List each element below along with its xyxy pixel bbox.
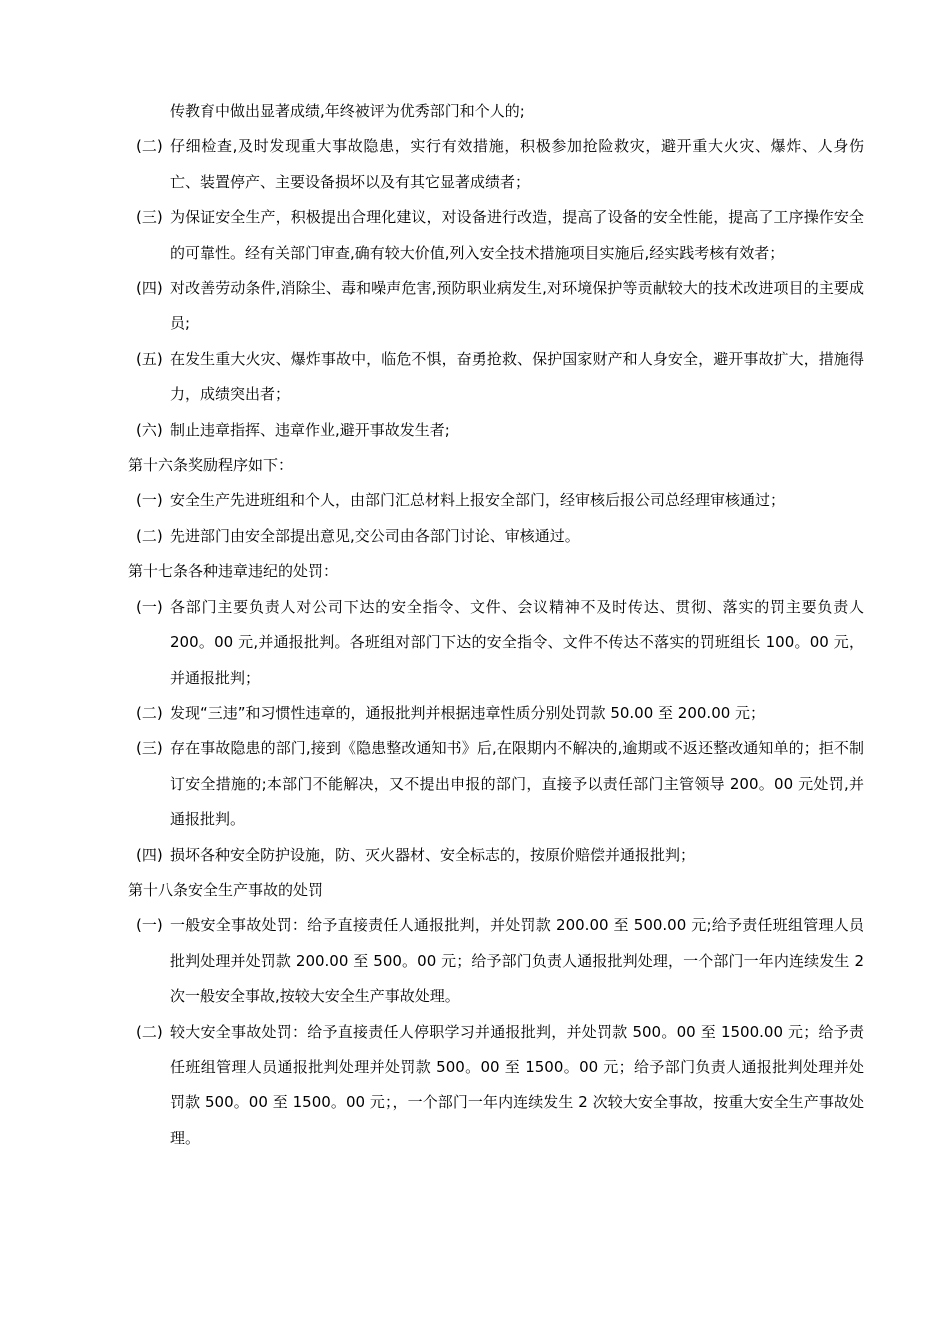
article-heading: 第十六条奖励程序如下：	[128, 456, 294, 475]
article-heading: 第十七条各种违章违纪的处罚：	[128, 562, 339, 581]
list-item	[128, 838, 864, 873]
list-item	[128, 483, 864, 518]
list-item	[128, 342, 864, 413]
item-text: 较大安全事故处罚：给予直接责任人停职学习并通报批判，并处罚款 500。00 至 1500.00 元；给予责任班组管理人员通报批判处理并处罚款 500。00 至 1500。00 元；给予部门负责人通报批判处理并处罚款 500。00 至 1500。00 元；，一个部门一年内连续发生 2 次较大安全事故，按重大安全生产事故处理。	[170, 1022, 864, 1147]
continued-paragraph: 传教育中做出显著成绩,年终被评为优秀部门和个人的;	[170, 102, 525, 120]
item-text: 制止违章指挥、违章作业,避开事故发生者;	[170, 420, 450, 439]
item-text: 各部门主要负责人对公司下达的安全指令、文件、会议精神不及时传达、贯彻、落实的罚主要负责人 200。00 元,并通报批判。各班组对部门下达的安全指令、文件不传达不落实的罚班组长 100。00 元，并通报批判；	[170, 597, 864, 687]
item-number: (四)	[136, 279, 163, 298]
list-item	[128, 908, 864, 1014]
list-item	[128, 731, 864, 837]
item-number: (二)	[136, 526, 163, 545]
item-number: (六)	[136, 420, 163, 439]
item-text: 先进部门由安全部提出意见,交公司由各部门讨论、审核通过。	[170, 526, 580, 545]
list-item	[128, 271, 864, 342]
item-text: 在发生重大火灾、爆炸事故中，临危不惧，奋勇抢救、保护国家财产和人身安全，避开事故扩大，措施得力，成绩突出者；	[170, 349, 864, 404]
item-text: 对改善劳动条件,消除尘、毒和噪声危害,预防职业病发生,对环境保护等贡献较大的技术改进项目的主要成员;	[170, 279, 864, 333]
list-item	[128, 519, 864, 554]
item-number: (二)	[136, 1022, 163, 1041]
item-text: 一般安全事故处罚：给予直接责任人通报批判，并处罚款 200.00 至 500.00 元;给予责任班组管理人员批判处理并处罚款 200.00 至 500。00 元；给予部门负责人通报批判处理，一个部门一年内连续发生 2 次一般安全事故,按较大安全生产事故处理。	[170, 916, 864, 1006]
item-text: 仔细检查,及时发现重大事故隐患，实行有效措施，积极参加抢险救灾，避开重大火灾、爆炸、人身伤亡、装置停产、主要设备损坏以及有其它显著成绩者；	[170, 137, 864, 191]
item-text: 发现“三违”和习惯性违章的，通报批判并根据违章性质分别处罚款 50.00 至 200.00 元；	[170, 703, 766, 722]
list-item	[128, 200, 864, 271]
item-text: 损坏各种安全防护设施，防、灭火器材、安全标志的，按原价赔偿并通报批判；	[170, 845, 696, 864]
item-number: (一)	[136, 597, 163, 616]
item-number: (三)	[136, 739, 163, 758]
list-item	[128, 696, 864, 731]
item-number: (一)	[136, 491, 163, 510]
item-number: (一)	[136, 916, 163, 935]
list-item	[128, 413, 864, 448]
item-number: (二)	[136, 137, 163, 156]
item-text: 存在事故隐患的部门,接到《隐患整改通知书》后,在限期内不解决的,逾期或不返还整改通知单的；拒不制订安全措施的;本部门不能解决，又不提出申报的部门，直接予以责任部门主管领导 200。00 元处罚,并通报批判。	[170, 739, 864, 829]
item-text: 为保证安全生产，积极提出合理化建议，对设备进行改造，提高了设备的安全性能，提高了工序操作安全的可靠性。经有关部门审查,确有较大价值,列入安全技术措施项目实施后,经实践考核有效者；	[170, 208, 864, 262]
list-item	[128, 590, 864, 696]
list-item	[128, 1015, 864, 1157]
item-number: (二)	[136, 703, 163, 722]
item-number: (四)	[136, 845, 163, 864]
list-item	[128, 129, 864, 200]
document-body	[128, 94, 864, 1156]
item-number: (五)	[136, 349, 163, 368]
item-text: 安全生产先进班组和个人，由部门汇总材料上报安全部门，经审核后报公司总经理审核通过；	[170, 491, 786, 510]
article-heading: 第十八条安全生产事故的处罚	[128, 880, 324, 899]
item-number: (三)	[136, 208, 163, 227]
